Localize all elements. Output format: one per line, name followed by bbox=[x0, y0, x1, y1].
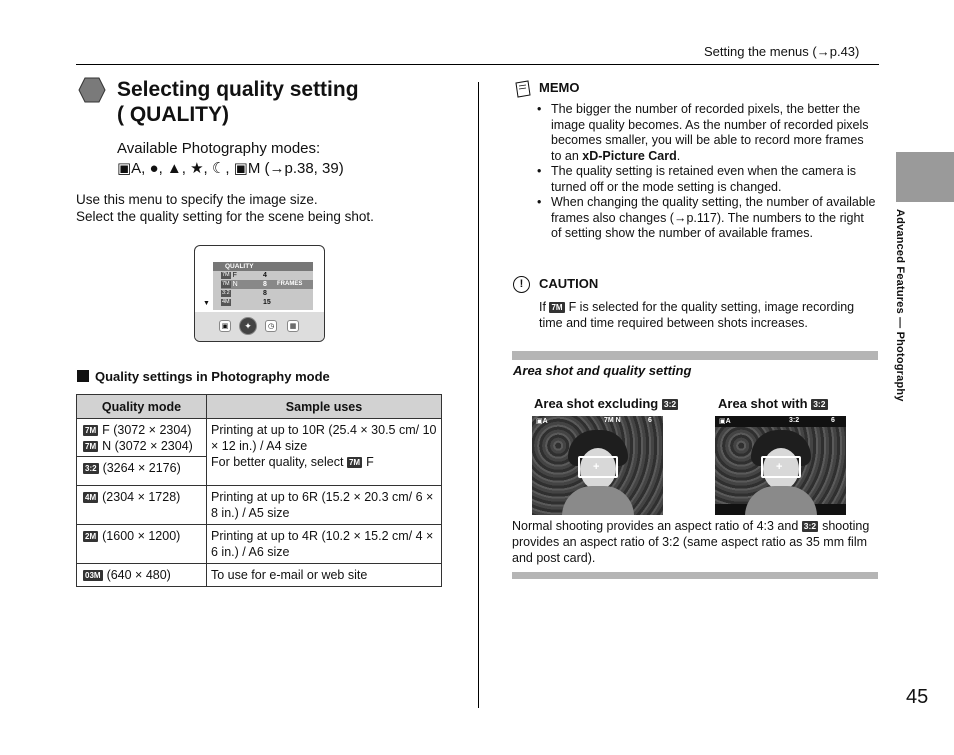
table-header-row bbox=[77, 395, 442, 419]
label-area-excluding: Area shot excluding 3:2 bbox=[534, 396, 677, 411]
photo-osd-quality: 3:2 bbox=[789, 417, 800, 424]
photo-area-with bbox=[715, 416, 846, 515]
photo-mode-icon: ▣A bbox=[536, 418, 548, 425]
memo-bullet: • When changing the quality setting, the number of available frames also changes (→p.117). The numbers to the right of setting show the number of available frames. bbox=[537, 195, 877, 242]
lcd-setup-icon: ▦ bbox=[287, 320, 299, 332]
crosshair-icon: + bbox=[776, 461, 783, 473]
memo-bullet: • The quality setting is retained even when the camera is turned off or the mode setting is changed. bbox=[537, 164, 877, 195]
memo-title: MEMO bbox=[539, 80, 580, 95]
photo-osd-count: 6 bbox=[831, 417, 835, 424]
modes-list: ▣A, ●, ▲, ★, ☾, ▣M (→p.38, 39) bbox=[117, 160, 344, 177]
label-area-with: Area shot with 3:2 bbox=[718, 396, 826, 411]
table-row: 7M F (3072 × 2304) 7M N (3072 × 2304) Printing at up to 10R (25.4 × 30.5 cm/ 10 × 12 in.) / A4 size For better quality, select 7M F bbox=[77, 419, 442, 457]
table-row: 4M (2304 × 1728) Printing at up to 6R (15.2 × 20.3 cm/ 6 × 8 in.) / A5 size bbox=[77, 486, 442, 525]
lcd-row-selected: 7M N 8 FRAMES bbox=[221, 280, 313, 289]
lcd-quality-menu bbox=[194, 245, 325, 342]
table-row: 2M (1600 × 1200) Printing at up to 4R (10.2 × 15.2 cm/ 4 × 6 in.) / A6 size bbox=[77, 525, 442, 564]
header-rule bbox=[76, 64, 879, 65]
lcd-bottom-bar bbox=[195, 312, 325, 342]
lcd-quality-icon: ✦ bbox=[239, 317, 257, 335]
lcd-down-arrow-icon: ▼ bbox=[203, 300, 210, 307]
photo-mode-icon: ▣A bbox=[719, 418, 731, 425]
area-shot-title: Area shot and quality setting bbox=[513, 363, 692, 378]
page-number: 45 bbox=[906, 686, 929, 708]
photo-area-excluding bbox=[532, 416, 663, 515]
caution-text: If 7M F is selected for the quality setting, image recording time and time required between shots increases. bbox=[539, 300, 855, 330]
side-section-label: Advanced Features — Photography bbox=[894, 209, 906, 402]
modes-label: Available Photography modes: bbox=[117, 140, 321, 157]
col-quality-mode: Quality mode bbox=[77, 395, 207, 419]
section-bar-bottom bbox=[512, 572, 878, 579]
table-row: 3:2 (3264 × 2176) bbox=[77, 457, 442, 486]
column-divider bbox=[478, 82, 479, 708]
square-bullet-icon bbox=[77, 370, 89, 382]
section-bar bbox=[512, 351, 878, 360]
lcd-camera-icon: ▣ bbox=[219, 320, 231, 332]
memo-list bbox=[537, 102, 877, 242]
aspect-ratio-note: Normal shooting provides an aspect ratio of 4:3 and 3:2 shooting provides an aspect ratio of 3:2 (same aspect ratio as 35 mm film and post card). bbox=[512, 519, 870, 565]
intro-text: Use this menu to specify the image size. Select the quality setting for the scene being shot. bbox=[76, 192, 374, 224]
header-page-reference: Setting the menus (→p.43) bbox=[704, 44, 860, 59]
lcd-menu-panel bbox=[213, 262, 313, 310]
section-title: Selecting quality setting ( QUALITY) bbox=[117, 78, 359, 126]
lcd-row: 3:2 8 bbox=[222, 289, 267, 297]
lcd-row: 7M F 4 bbox=[222, 271, 267, 279]
photo-osd-quality: 7M N bbox=[604, 417, 621, 424]
memo-icon bbox=[513, 80, 533, 98]
available-modes bbox=[117, 139, 344, 179]
table-row: 03M (640 × 480) To use for e-mail or web site bbox=[77, 564, 442, 587]
memo-bullet: • The bigger the number of recorded pixels, the better the image quality becomes. As the number of recorded pixels becomes smaller, you will be able to record more frames to an xD-Picture Card. bbox=[537, 102, 877, 164]
lcd-menu-title: QUALITY bbox=[213, 262, 313, 271]
lcd-timer-icon: ◷ bbox=[265, 320, 277, 332]
col-sample-uses: Sample uses bbox=[207, 395, 442, 419]
table-heading: Quality settings in Photography mode bbox=[77, 369, 330, 384]
lcd-row: 4M 15 bbox=[222, 298, 271, 306]
caution-icon: ! bbox=[513, 276, 530, 293]
photo-osd-count: 6 bbox=[648, 417, 652, 424]
crosshair-icon: + bbox=[593, 461, 600, 473]
hexagon-icon bbox=[78, 77, 106, 103]
quality-table bbox=[76, 394, 442, 587]
caution-title: CAUTION bbox=[539, 276, 599, 291]
side-thumb-tab bbox=[896, 152, 954, 202]
